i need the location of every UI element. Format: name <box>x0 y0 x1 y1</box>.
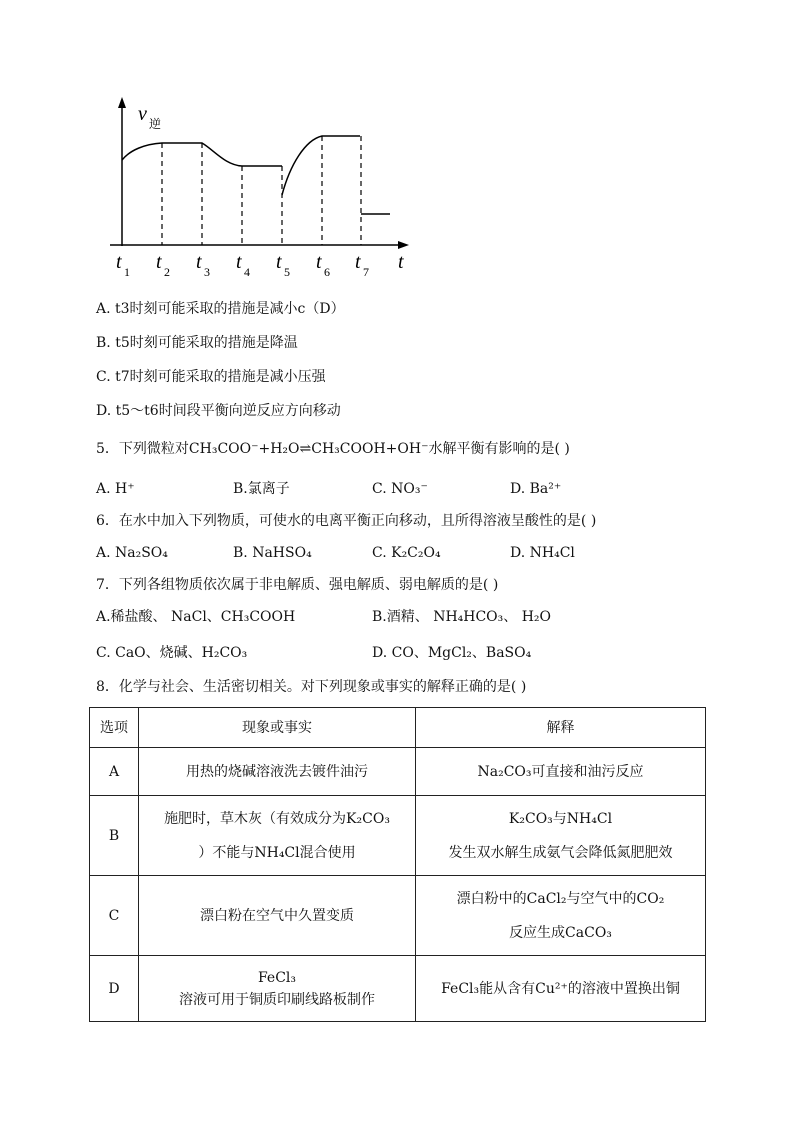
x-axis-label: t <box>398 251 404 273</box>
svg-text:2: 2 <box>164 265 170 279</box>
y-axis-arrow <box>118 97 126 108</box>
q5-option-a: A. H⁺ <box>96 481 135 497</box>
q4-option-c: C. t7时刻可能采取的措施是减小压强 <box>96 369 326 385</box>
header-explanation: 解释 <box>416 708 706 748</box>
tick-t1: t <box>116 251 122 273</box>
svg-text:5: 5 <box>284 265 290 279</box>
q7-option-b: B.酒精、 NH₄HCO₃、 H₂O <box>372 609 552 625</box>
row-explanation: FeCl₃能从含有Cu²⁺的溶液中置换出铜 <box>416 956 706 1022</box>
row-option: A <box>90 748 139 796</box>
q5-option-c: C. NO₃⁻ <box>372 481 428 497</box>
tick-t6: t <box>316 251 322 273</box>
header-option: 选项 <box>90 708 139 748</box>
row-fact: FeCl₃ 溶液可用于铜质印刷线路板制作 <box>139 956 416 1022</box>
table-header-row <box>90 708 706 748</box>
table-row <box>90 796 706 876</box>
tick-t3: t <box>196 251 202 273</box>
row-fact: 用热的烧碱溶液洗去镀件油污 <box>139 748 416 796</box>
row-fact: 施肥时，草木灰（有效成分为K₂CO₃ ）不能与NH₄Cl混合使用 <box>139 796 416 876</box>
row-fact: 漂白粉在空气中久置变质 <box>139 876 416 956</box>
x-axis-arrow <box>398 241 409 249</box>
q5-stem: 5．下列微粒对CH₃COO⁻+H₂O⇌CH₃COOH+OH⁻水解平衡有影响的是( ) <box>96 441 570 457</box>
row-explanation: Na₂CO₃可直接和油污反应 <box>416 748 706 796</box>
svg-text:4: 4 <box>244 265 250 279</box>
row-option: B <box>90 796 139 876</box>
q8-stem: 8．化学与社会、生活密切相关。对下列现象或事实的解释正确的是( ) <box>96 679 527 695</box>
q6-option-a: A. Na₂SO₄ <box>96 545 168 561</box>
tick-t5: t <box>276 251 282 273</box>
q7-option-d: D. CO、MgCl₂、BaSO₄ <box>372 645 532 661</box>
q7-option-a: A.稀盐酸、 NaCl、CH₃COOH <box>96 609 296 625</box>
row-option: C <box>90 876 139 956</box>
q6-option-b: B. NaHSO₄ <box>233 545 312 561</box>
q6-option-d: D. NH₄Cl <box>510 545 575 561</box>
rate-curve-2 <box>282 136 360 195</box>
q7-stem: 7．下列各组物质依次属于非电解质、强电解质、弱电解质的是( ) <box>96 577 499 593</box>
q4-option-b: B. t5时刻可能采取的措施是降温 <box>96 335 298 351</box>
y-axis-label: v <box>138 103 147 125</box>
row-option: D <box>90 956 139 1022</box>
tick-t7: t <box>355 251 361 273</box>
header-fact: 现象或事实 <box>139 708 416 748</box>
row-explanation: 漂白粉中的CaCl₂与空气中的CO₂ 反应生成CaCO₃ <box>416 876 706 956</box>
svg-text:3: 3 <box>204 265 210 279</box>
rate-time-graph <box>0 0 794 300</box>
q7-option-c: C. CaO、烧碱、H₂CO₃ <box>96 645 248 661</box>
row-explanation: K₂CO₃与NH₄Cl 发生双水解生成氨气会降低氮肥肥效 <box>416 796 706 876</box>
table-row <box>90 748 706 796</box>
svg-text:1: 1 <box>124 265 130 279</box>
q5-option-b: B.氯离子 <box>233 481 290 497</box>
tick-t2: t <box>156 251 162 273</box>
table-row <box>90 956 706 1022</box>
q6-stem: 6．在水中加入下列物质，可使水的电离平衡正向移动，且所得溶液呈酸性的是( ) <box>96 513 597 529</box>
q8-table <box>89 707 706 1022</box>
q4-option-a: A. t3时刻可能采取的措施是减小c（D） <box>96 301 345 317</box>
q6-option-c: C. K₂C₂O₄ <box>372 545 441 561</box>
svg-text:6: 6 <box>324 265 330 279</box>
q4-option-d: D. t5～t6时间段平衡向逆反应方向移动 <box>96 403 341 419</box>
tick-t4: t <box>236 251 242 273</box>
svg-text:7: 7 <box>363 265 369 279</box>
table-row <box>90 876 706 956</box>
y-axis-label-sub: 逆 <box>149 117 162 131</box>
q5-option-d: D. Ba²⁺ <box>510 481 562 497</box>
